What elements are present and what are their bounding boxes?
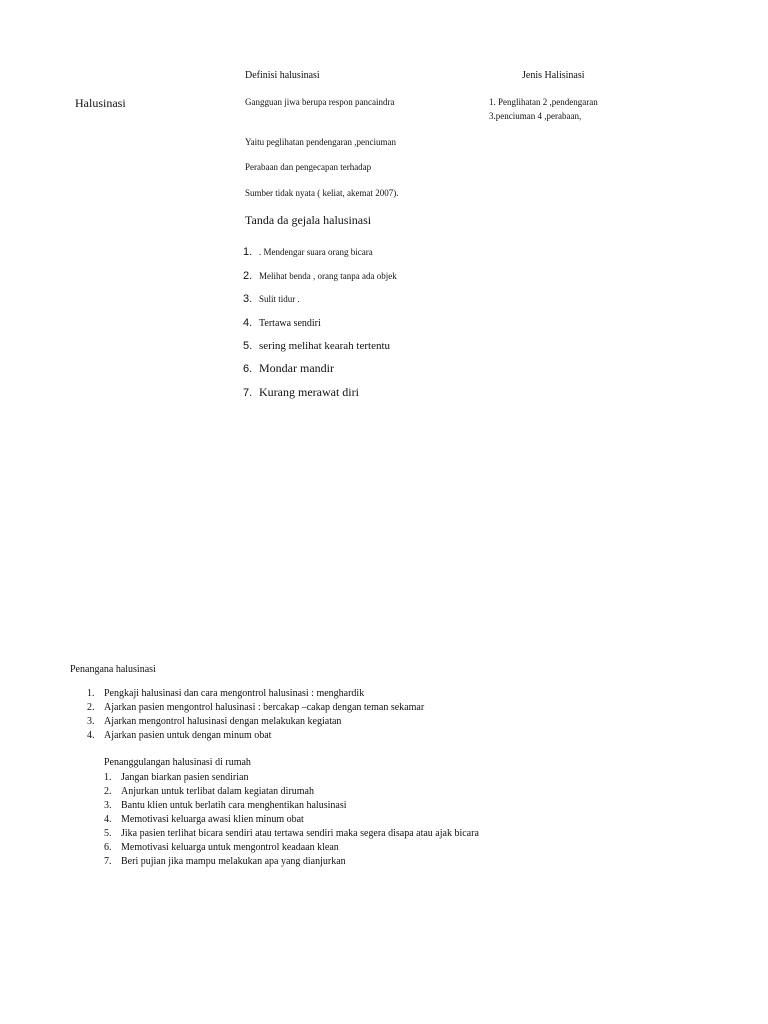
tanda-item	[243, 383, 359, 401]
definisi-line-2: Yaitu peglihatan pendengaran ,penciuman	[245, 137, 397, 147]
tanda-item	[243, 266, 397, 284]
list-item-number: 3.	[104, 800, 112, 811]
list-item-number: 1.	[104, 772, 112, 783]
tanda-item-text: sering melihat kearah tertentu	[259, 340, 391, 352]
list-item	[87, 701, 487, 715]
list-item	[104, 813, 554, 827]
list-item-text: Memotivasi keluarga awasi klien minum obat	[121, 814, 304, 825]
tanda-item-text: . Mendengar suara orang bicara	[259, 247, 373, 257]
list-item	[87, 687, 487, 701]
tanda-item-text: Mondar mandir	[259, 361, 334, 375]
tanda-item	[243, 289, 300, 307]
tanda-item-text: Melihat benda , orang tanpa ada objek	[259, 271, 397, 281]
penanganan-heading: Penangana halusinasi	[70, 664, 156, 675]
list-item-number: 7.	[104, 856, 112, 867]
list-item-text: Jika pasien terlihat bicara sendiri atau tertawa sendiri maka segera disapa atau ajak bicara	[121, 828, 479, 839]
list-item	[104, 771, 554, 785]
list-item	[104, 785, 554, 799]
tanda-item-number: 6.	[243, 363, 253, 375]
list-item	[104, 827, 554, 841]
list-item-number: 4.	[87, 730, 95, 741]
list-item	[87, 729, 487, 743]
definisi-line-3: Perabaan dan pengecapan terhadap	[245, 162, 372, 172]
definisi-heading: Definisi halusinasi	[245, 70, 320, 81]
tanda-item-number: 7.	[243, 387, 253, 399]
list-item-number: 2.	[87, 702, 95, 713]
penanganan-list	[87, 687, 487, 743]
list-item-number: 6.	[104, 842, 112, 853]
rumah-list	[104, 771, 554, 869]
list-item-text: Pengkaji halusinasi dan cara mengontrol halusinasi : menghardik	[104, 688, 365, 699]
list-item-text: Ajarkan mengontrol halusinasi dengan melakukan kegiatan	[104, 716, 342, 727]
list-item	[104, 855, 554, 869]
tanda-heading: Tanda da gejala halusinasi	[245, 213, 372, 227]
list-item-text: Jangan biarkan pasien sendirian	[121, 772, 249, 783]
list-item	[87, 715, 487, 729]
tanda-item-number: 4.	[243, 317, 253, 329]
list-item-text: Anjurkan untuk terlibat dalam kegiatan dirumah	[121, 786, 314, 797]
tanda-item	[243, 359, 334, 377]
list-item-text: Bantu klien untuk berlatih cara menghentikan halusinasi	[121, 800, 347, 811]
tanda-item-number: 2.	[243, 270, 253, 282]
definisi-line-1: Gangguan jiwa berupa respon pancaindra	[245, 97, 395, 107]
list-item-number: 2.	[104, 786, 112, 797]
list-item-number: 4.	[104, 814, 112, 825]
jenis-heading: Jenis Halisinasi	[522, 70, 585, 81]
tanda-item-text: Kurang merawat diri	[259, 385, 359, 399]
list-item	[104, 799, 554, 813]
tanda-item-number: 1.	[243, 246, 253, 258]
tanda-item-text: Sulit tidur .	[259, 294, 300, 304]
list-item-text: Memotivasi keluarga untuk mengontrol keadaan klean	[121, 842, 339, 853]
list-item-number: 1.	[87, 688, 95, 699]
jenis-line-2: 3.penciuman 4 ,perabaan,	[489, 111, 582, 121]
tanda-item-number: 3.	[243, 293, 253, 305]
rumah-heading: Penanggulangan halusinasi di rumah	[104, 757, 251, 768]
list-item-number: 3.	[87, 716, 95, 727]
list-item-text: Ajarkan pasien untuk dengan minum obat	[104, 730, 272, 741]
jenis-line-1: 1. Penglihatan 2 ,pendengaran	[489, 97, 598, 107]
tanda-item	[243, 313, 321, 331]
list-item-number: 5.	[104, 828, 112, 839]
tanda-item-number: 5.	[243, 340, 253, 352]
list-item-text: Beri pujian jika mampu melakukan apa yang dianjurkan	[121, 856, 346, 867]
definisi-line-4: Sumber tidak nyata ( keliat, akemat 2007).	[245, 188, 399, 198]
tanda-item	[243, 336, 390, 354]
halusinasi-label: Halusinasi	[75, 96, 126, 110]
list-item-text: Ajarkan pasien mengontrol halusinasi : bercakap –cakap dengan teman sekamar	[104, 702, 425, 713]
list-item	[104, 841, 554, 855]
tanda-item	[243, 242, 373, 260]
tanda-item-text: Tertawa sendiri	[259, 318, 321, 329]
